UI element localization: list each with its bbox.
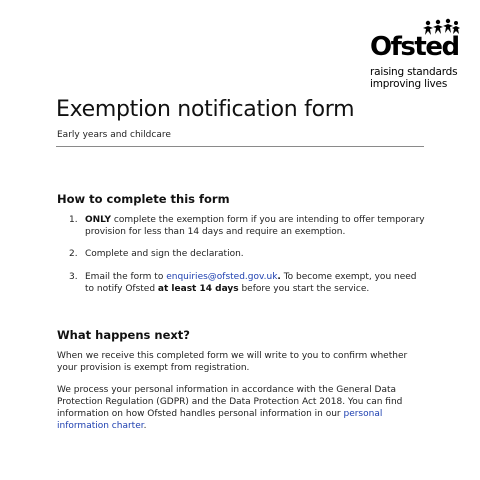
privacy-end: .	[143, 421, 147, 431]
step-number: 3.	[69, 272, 78, 282]
instruction-step-2	[57, 248, 427, 260]
step-3-period: .	[277, 272, 281, 282]
privacy-charter-link[interactable]: personal information charter	[57, 409, 383, 431]
ofsted-wordmark: Ofsted	[370, 32, 459, 62]
instruction-step-3	[57, 271, 427, 295]
step-3-text-middle: To become exempt, you need to notify Ofsted	[85, 272, 417, 294]
section-heading-how: How to complete this form	[57, 192, 230, 206]
logo-tagline-1: raising standards	[370, 66, 458, 78]
instruction-step-1	[57, 214, 427, 238]
privacy-text: We process your personal information in accordance with the General Data Protection Regulation (GDPR) and the Data Protection Act 2018. You can find information on how Ofsted handles personal information in our	[57, 385, 403, 419]
next-paragraph-1: When we receive this completed form we will write to you to confirm whether your provision is exempt from registration.	[57, 351, 408, 373]
step-2-text: Complete and sign the declaration.	[85, 249, 244, 259]
instruction-list	[57, 214, 427, 305]
step-1-emphasis: ONLY	[85, 215, 112, 225]
step-3-text-after: before you start the service.	[238, 284, 370, 294]
email-link[interactable]: enquiries@ofsted.gov.uk	[166, 272, 278, 282]
section-heading-next: What happens next?	[57, 328, 190, 342]
step-number: 1.	[69, 215, 78, 225]
privacy-paragraph	[57, 384, 427, 432]
logo-tagline-2: improving lives	[370, 78, 448, 90]
step-number: 2.	[69, 249, 78, 259]
step-3-text-before: Email the form to	[85, 272, 167, 282]
page-subtitle: Early years and childcare	[57, 130, 171, 140]
ofsted-logo	[370, 18, 460, 98]
title-divider	[56, 146, 424, 147]
page-title: Exemption notification form	[56, 97, 355, 122]
step-3-emphasis: at least 14 days	[157, 284, 239, 294]
step-1-text: complete the exemption form if you are intending to offer temporary provision for less than 14 days and require an exemption.	[85, 215, 425, 237]
